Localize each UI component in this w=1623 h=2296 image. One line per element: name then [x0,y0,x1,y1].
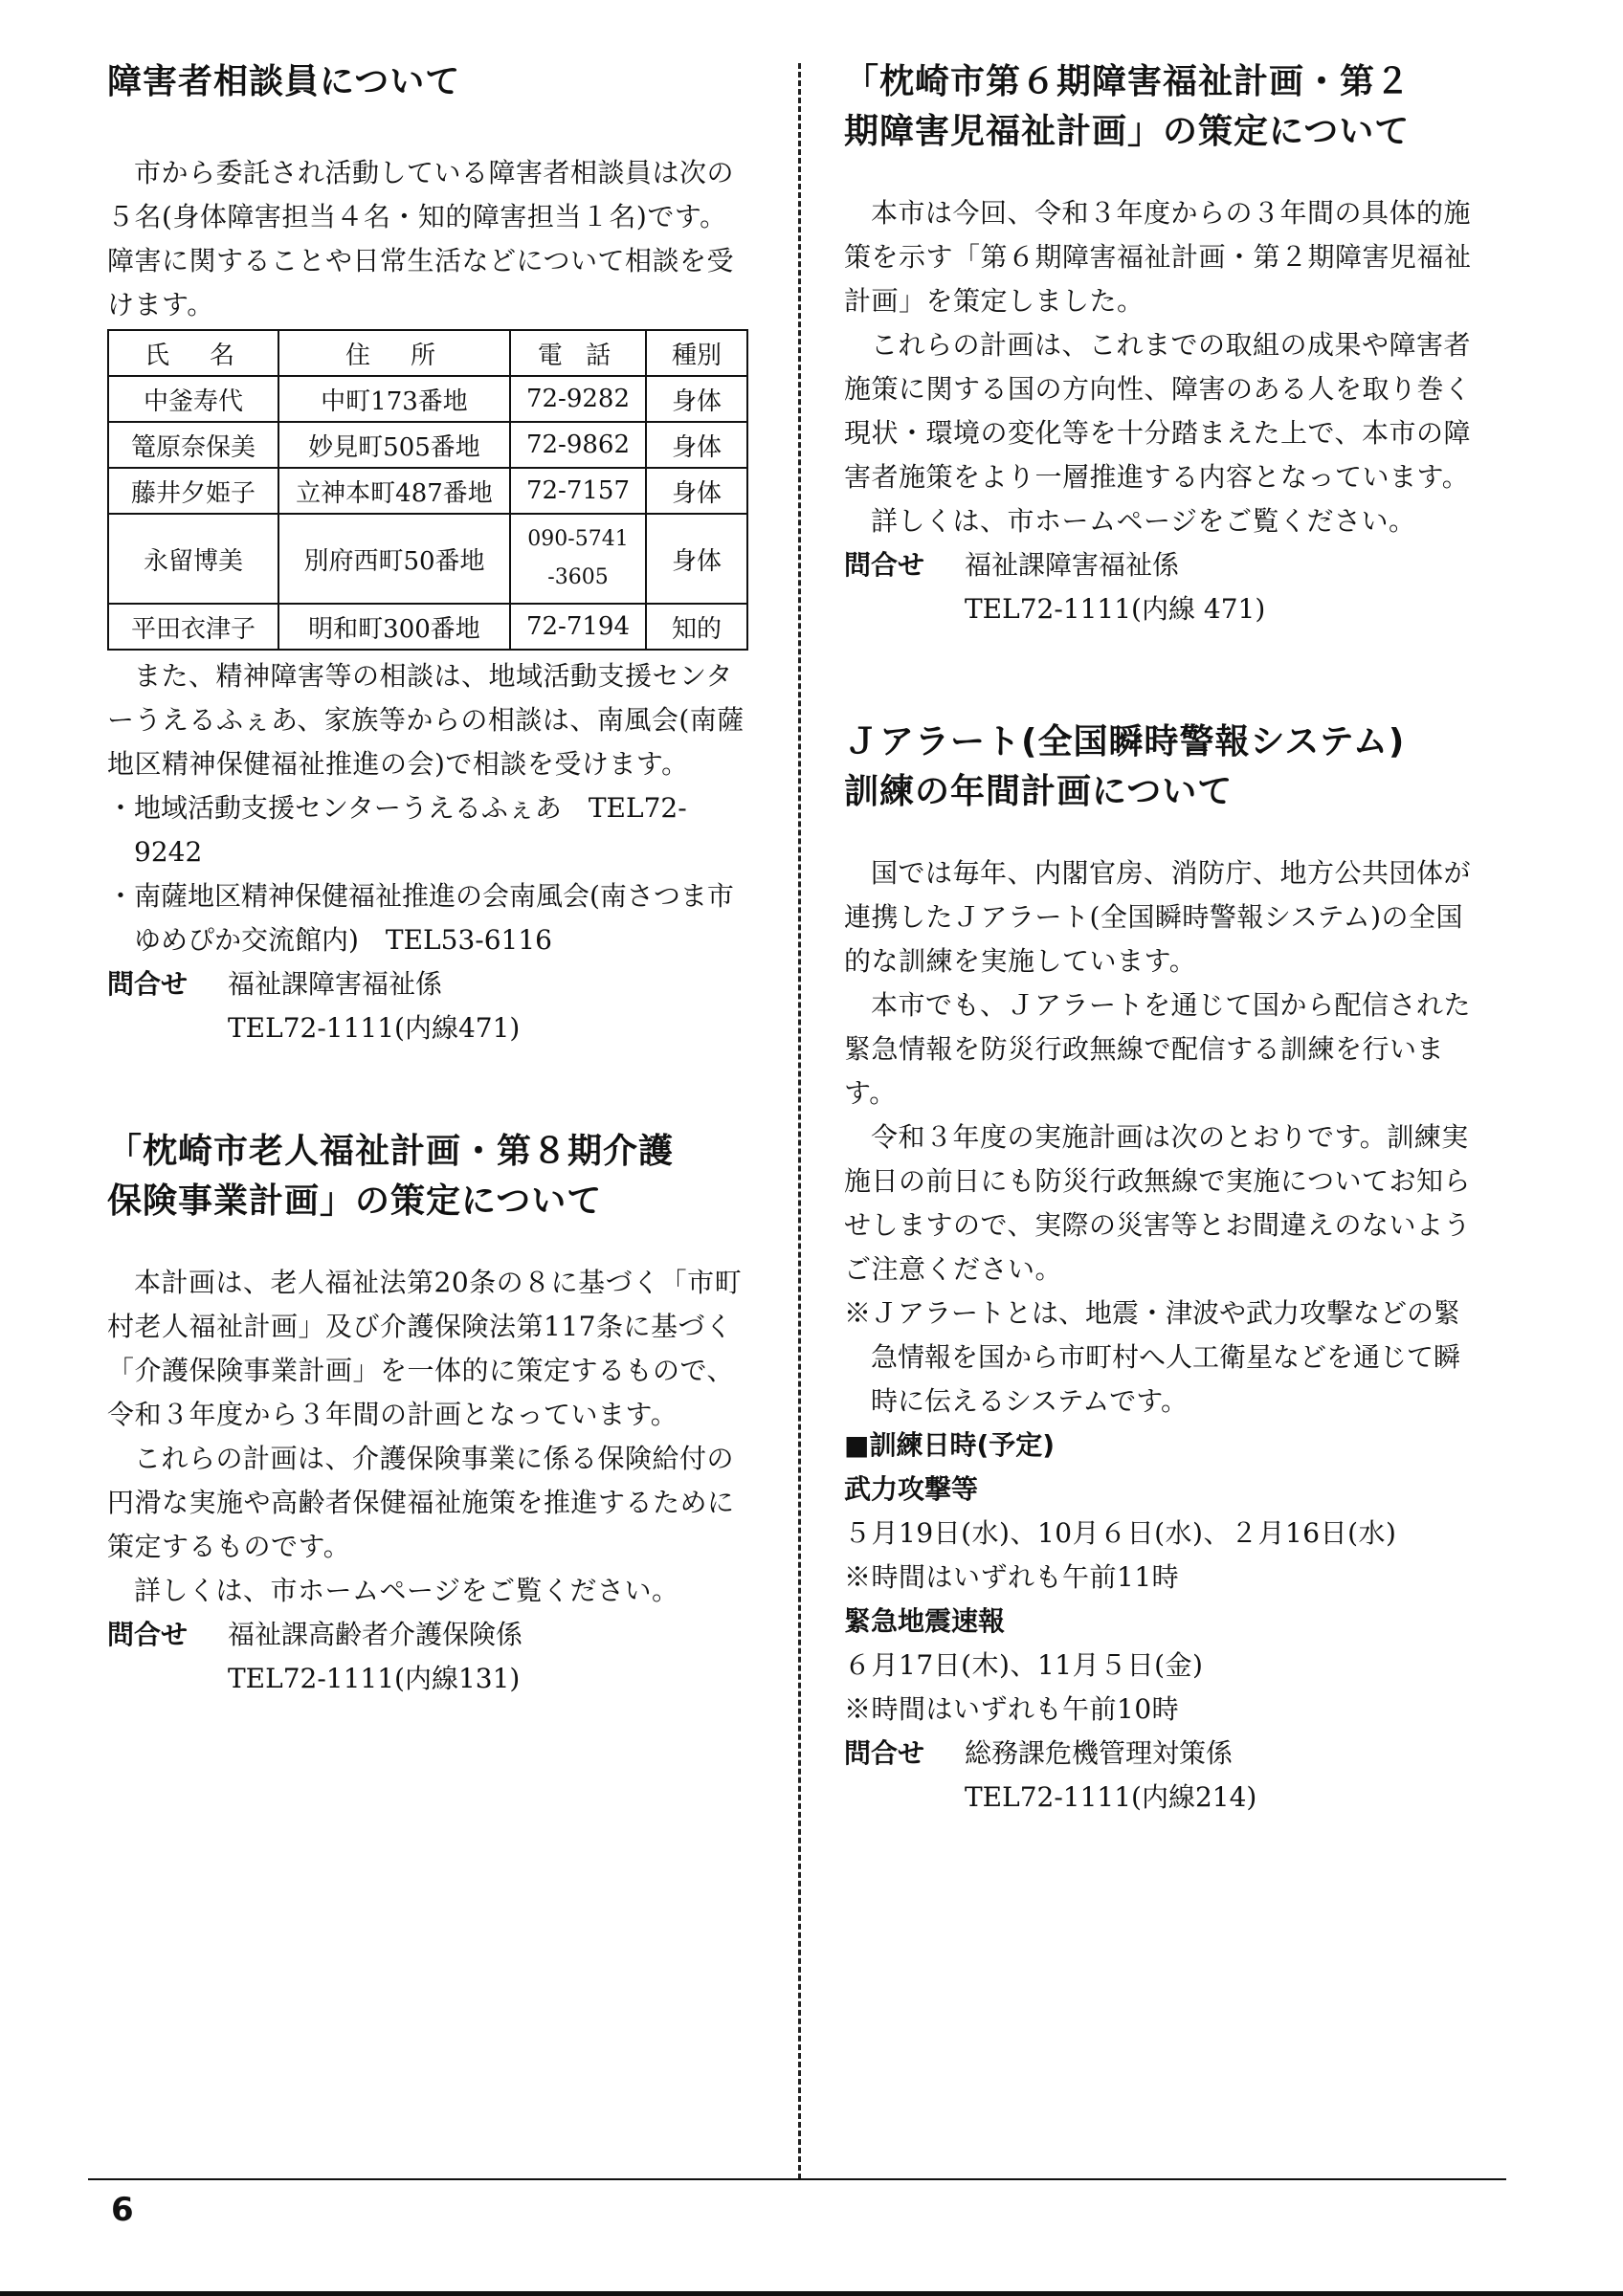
cell-tel: 72-7194 [510,604,646,650]
cell-tel: 72-7157 [510,468,646,514]
cell-type: 知的 [646,604,747,650]
disability-paragraph-3: 詳しくは、市ホームページをご覧ください。 [871,505,1416,537]
cell-type: 身体 [646,422,747,468]
contact-tel: TEL72-1111(内線 471) [965,593,1266,625]
disability-paragraph-1: 本市は今回、令和３年度からの３年間の具体的施策を示す「第６期障害福祉計画・第２期障害児福祉計画」を策定しました。 [844,197,1472,317]
cell-name: 平田衣津子 [108,604,278,650]
jalert-section [844,718,1485,1820]
section-title-line-1: 「枕崎市老人福祉計画・第８期介護 [107,1132,675,1171]
cell-address: 立神本町487番地 [278,468,510,514]
tel-line-2: -3605 [547,565,609,589]
consultants-table [107,329,748,651]
cell-tel: 72-9862 [510,422,646,468]
table-row [108,376,747,422]
jalert-paragraph-3: 令和３年度の実施計画は次のとおりです。訓練実施日の前日にも防災行政無線で実施についてお知らせしますので、実際の災害等とお間違えのないようご注意ください。 [844,1121,1471,1285]
disability-paragraph-2: これらの計画は、これまでの取組の成果や障害者施策に関する国の方向性、障害のある人を取り巻く現状・環境の変化等を十分踏まえた上で、本市の障害者施策をより一層推進する内容となっています。 [844,329,1472,493]
earthquake-time: ※時間はいずれも午前10時 [844,1693,1180,1725]
cell-type: 身体 [646,514,747,604]
elderly-paragraph-2: これらの計画は、介護保険事業に係る保険給付の円滑な実施や高齢者保健福祉施策を推進するために策定するものです。 [107,1443,735,1562]
cell-name: 篭原奈保美 [108,422,278,468]
bullet-nanpukai: ・南薩地区精神保健福祉推進の会南風会(南さつま市ゆめぴか交流館内) TEL53-6116 [107,880,734,956]
armed-attack-heading: 武力攻撃等 [844,1473,979,1505]
footer-rule [88,2178,1506,2180]
table-row [108,422,747,468]
header-type: 種別 [646,330,747,376]
earthquake-heading: 緊急地震速報 [844,1605,1006,1637]
jalert-note: ※Ｊアラートとは、地震・津波や武力攻撃などの緊急情報を国から市町村へ人工衛星などを通じて瞬時に伝えるシステムです。 [844,1297,1461,1417]
tel-line-1: 090-5741 [527,527,629,551]
jalert-paragraph-2: 本市でも、Ｊアラートを通じて国から配信された緊急情報を防災行政無線で配信する訓練を行います。 [844,989,1472,1109]
right-column [844,57,1485,1820]
elderly-plan-section [107,1127,748,1701]
cell-tel [510,514,646,604]
column-divider [798,63,801,2179]
cell-address: 別府西町50番地 [278,514,510,604]
cell-type: 身体 [646,468,747,514]
contact-dept: 福祉課障害福祉係 [965,549,1180,581]
contact-label: 問合せ [107,968,189,1000]
table-row [108,468,747,514]
armed-attack-time: ※時間はいずれも午前11時 [844,1561,1180,1593]
contact-info [107,1613,748,1657]
contact-tel: TEL72-1111(内線471) [228,1012,521,1044]
elderly-paragraph-3: 詳しくは、市ホームページをご覧ください。 [134,1575,679,1606]
contact-label: 問合せ [107,1619,189,1650]
section-title-line-2: 訓練の年間計画について [844,772,1234,811]
cell-address: 妙見町505番地 [278,422,510,468]
cell-address: 中町173番地 [278,376,510,422]
header-tel: 電 話 [510,330,646,376]
page-number: 6 [111,2191,134,2229]
mental-health-paragraph: また、精神障害等の相談は、地域活動支援センターうえるふぇあ、家族等からの相談は、南風会(南薩地区精神保健福祉推進の会)で相談を受けます。 [107,660,745,780]
disability-plan-section [844,57,1485,631]
consultants-section [107,57,748,1050]
cell-name: 中釜寿代 [108,376,278,422]
contact-label: 問合せ [844,1737,925,1769]
cell-name: 藤井夕姫子 [108,468,278,514]
earthquake-dates: ６月17日(木)、11月５日(金) [844,1649,1204,1681]
intro-paragraph: 市から委託され活動している障害者相談員は次の５名(身体障害担当４名・知的障害担当１名)です。障害に関することや日常生活などについて相談を受けます。 [107,157,735,320]
bottom-border [0,2291,1623,2296]
cell-type: 身体 [646,376,747,422]
section-title-line-1: 「枕崎市第６期障害福祉計画・第２ [844,62,1412,101]
cell-address: 明和町300番地 [278,604,510,650]
contact-tel: TEL72-1111(内線131) [228,1663,521,1694]
section-title-line-2: 期障害児福祉計画」の策定について [844,112,1411,151]
elderly-paragraph-1: 本計画は、老人福祉法第20条の８に基づく「市町村老人福祉計画」及び介護保険法第117条に基づく「介護保険事業計画」を一体的に策定するもので、令和３年度から３年間の計画となっています。 [107,1267,743,1430]
contact-label: 問合せ [844,549,925,581]
contact-info [844,1732,1485,1776]
cell-tel: 72-9282 [510,376,646,422]
header-name: 氏 名 [108,330,278,376]
section-title-line-1: Ｊアラート(全国瞬時警報システム) [844,722,1406,762]
section-title: 障害者相談員について [107,62,461,101]
contact-tel: TEL72-1111(内線214) [965,1781,1257,1813]
contact-dept: 総務課危機管理対策係 [965,1737,1234,1769]
table-row [108,514,747,604]
section-title-line-2: 保険事業計画」の策定について [107,1181,603,1221]
armed-attack-dates: ５月19日(水)、10月６日(水)、２月16日(水) [844,1517,1397,1549]
contact-dept: 福祉課高齢者介護保険係 [228,1619,523,1650]
contact-info [844,543,1485,587]
table-row [108,604,747,650]
schedule-heading: ■訓練日時(予定) [844,1429,1056,1461]
left-column [107,57,748,1701]
contact-info [107,962,748,1006]
cell-name: 永留博美 [108,514,278,604]
table-header-row [108,330,747,376]
header-address: 住 所 [278,330,510,376]
contact-dept: 福祉課障害福祉係 [228,968,443,1000]
bullet-support-center: ・地域活動支援センターうえるふぇあ TEL72-9242 [107,792,687,868]
jalert-paragraph-1: 国では毎年、内閣官房、消防庁、地方公共団体が連携したＪアラート(全国瞬時警報システム)の全国的な訓練を実施しています。 [844,857,1472,977]
